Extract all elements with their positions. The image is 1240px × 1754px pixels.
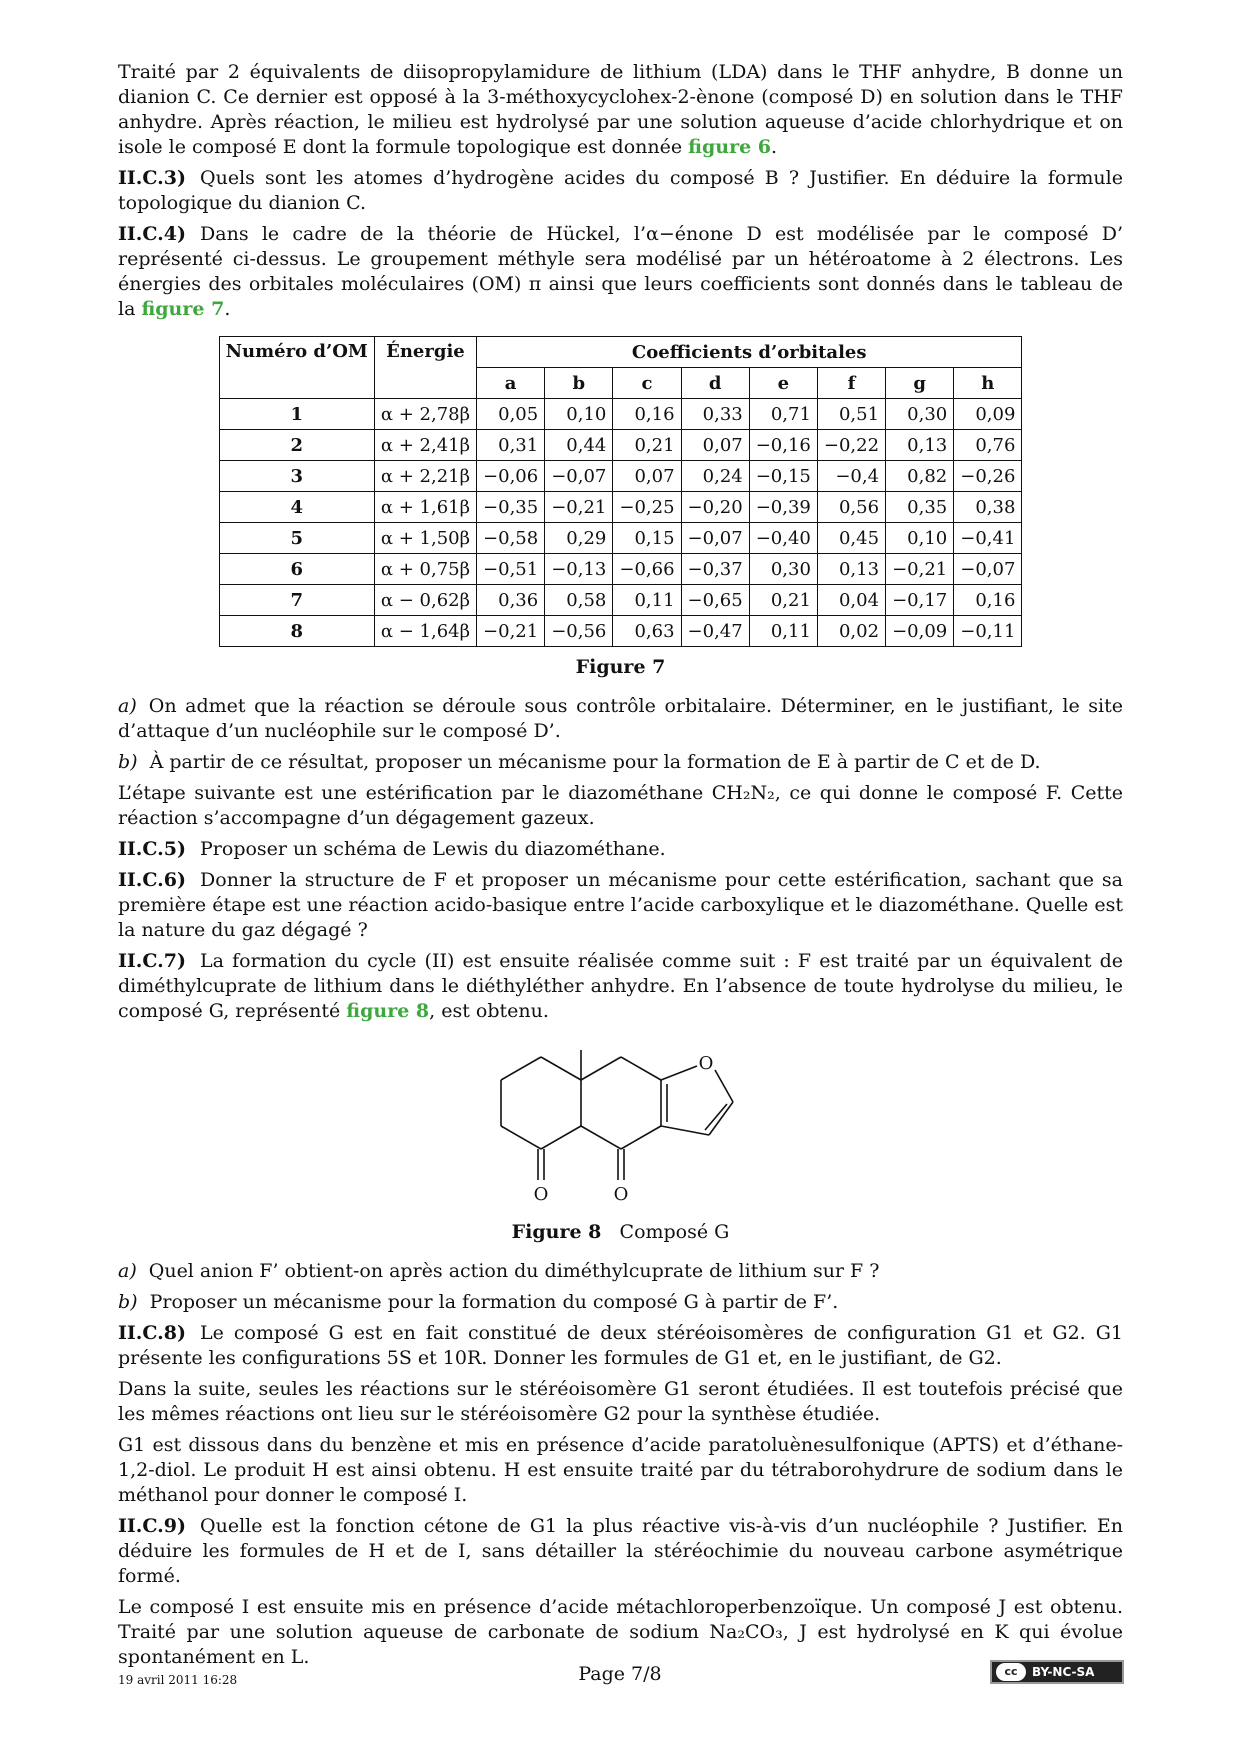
- table-row: [219, 430, 1022, 461]
- coefficient-cell: −0,20: [681, 492, 749, 523]
- coefficient-cell: 0,29: [545, 523, 613, 554]
- om-energy: α + 0,75β: [374, 554, 476, 585]
- ketone-oxygen: O: [613, 1184, 628, 1205]
- coefficient-cell: −0,26: [954, 461, 1022, 492]
- coefficient-cell: −0,09: [886, 616, 954, 647]
- header-om-number: Numéro d’OM: [219, 337, 374, 399]
- coefficient-cell: −0,66: [613, 554, 681, 585]
- col-header: h: [954, 368, 1022, 399]
- coefficient-cell: −0,22: [817, 430, 885, 461]
- license-badge[interactable]: [990, 1660, 1124, 1684]
- compound-G-structure: [471, 1042, 771, 1212]
- col-header: c: [613, 368, 681, 399]
- table-row: [219, 523, 1022, 554]
- diazomethane-formula: CH₂N₂: [711, 782, 775, 804]
- om-number: 6: [219, 554, 374, 585]
- coefficient-cell: −0,40: [749, 523, 817, 554]
- cc-icon: cc: [996, 1663, 1026, 1681]
- om-number: 7: [219, 585, 374, 616]
- coefficient-cell: 0,15: [613, 523, 681, 554]
- table-row: [219, 461, 1022, 492]
- coefficient-cell: 0,30: [886, 399, 954, 430]
- col-header: a: [477, 368, 545, 399]
- coefficient-cell: −0,39: [749, 492, 817, 523]
- question-IIC4-b: b) À partir de ce résultat, proposer un mécanisme pour la formation de E à partir de C et de D.: [118, 751, 1041, 773]
- figure-7-link[interactable]: figure 7: [141, 298, 225, 320]
- coefficient-cell: 0,04: [817, 585, 885, 616]
- coefficient-cell: 0,09: [954, 399, 1022, 430]
- coefficient-cell: 0,11: [613, 585, 681, 616]
- paragraph-last: Le composé I est ensuite mis en présence d’acide métachloroperbenzoïque. Un composé J est obtenu. Traité par une solution aqueuse de carbonate de sodium Na₂CO₃, J est hydrolysé en K qui évolue spontanément en L.: [118, 1596, 1123, 1668]
- coefficient-cell: 0,31: [477, 430, 545, 461]
- coefficient-cell: 0,21: [613, 430, 681, 461]
- coefficient-cell: 0,16: [613, 399, 681, 430]
- header-coefficients: Coefficients d’orbitales: [477, 337, 1022, 368]
- question-IIC8: II.C.8) Le composé G est en fait constitué de deux stéréoisomères de configuration G1 et G2. G1 présente les configurations 5S et 10R. Donner les formules de G1 et, en le justifiant, de G2.: [118, 1322, 1123, 1369]
- footer-date: 19 avril 2011 16:28: [118, 1673, 238, 1687]
- coefficient-cell: 0,76: [954, 430, 1022, 461]
- om-number: 8: [219, 616, 374, 647]
- coefficient-cell: −0,07: [681, 523, 749, 554]
- coefficient-cell: 0,10: [545, 399, 613, 430]
- coefficient-cell: 0,51: [817, 399, 885, 430]
- coefficient-cell: 0,07: [681, 430, 749, 461]
- coefficient-cell: 0,44: [545, 430, 613, 461]
- esterification-paragraph: L’étape suivante est une estérification par le diazométhane CH₂N₂, ce qui donne le composé F. Cette réaction s’accompagne d’un dégagement gazeux.: [118, 782, 1123, 829]
- coefficient-cell: −0,4: [817, 461, 885, 492]
- question-label: II.C.3): [118, 167, 187, 189]
- coefficient-cell: −0,07: [954, 554, 1022, 585]
- table-row: [219, 616, 1022, 647]
- coefficient-cell: 0,07: [613, 461, 681, 492]
- om-number: 4: [219, 492, 374, 523]
- table-row: [219, 492, 1022, 523]
- coefficient-cell: −0,21: [477, 616, 545, 647]
- coefficient-cell: −0,17: [886, 585, 954, 616]
- om-table-body: [219, 399, 1022, 647]
- coefficient-cell: −0,65: [681, 585, 749, 616]
- col-header: f: [817, 368, 885, 399]
- om-energy: α + 1,61β: [374, 492, 476, 523]
- coefficient-cell: −0,51: [477, 554, 545, 585]
- coefficient-cell: −0,25: [613, 492, 681, 523]
- question-IIC3: II.C.3) Quels sont les atomes d’hydrogène acides du composé B ? Justifier. En déduire la formule topologique du dianion C.: [118, 167, 1123, 214]
- coefficient-cell: 0,10: [886, 523, 954, 554]
- coefficient-cell: 0,58: [545, 585, 613, 616]
- om-number: 3: [219, 461, 374, 492]
- coefficient-cell: 0,63: [613, 616, 681, 647]
- coefficient-cell: 0,13: [817, 554, 885, 585]
- table-row: [219, 554, 1022, 585]
- coefficient-cell: −0,15: [749, 461, 817, 492]
- om-energy: α + 2,78β: [374, 399, 476, 430]
- om-energy: α − 0,62β: [374, 585, 476, 616]
- question-IIC5: II.C.5) Proposer un schéma de Lewis du diazométhane.: [118, 838, 666, 860]
- coefficient-cell: −0,41: [954, 523, 1022, 554]
- coefficient-cell: 0,02: [817, 616, 885, 647]
- coefficient-cell: 0,56: [817, 492, 885, 523]
- col-header: d: [681, 368, 749, 399]
- paragraph-suite: Dans la suite, seules les réactions sur le stéréoisomère G1 seront étudiées. Il est toutefois précisé que les mêmes réactions ont lieu sur le stéréoisomère G2 pour la synthèse étudiée.: [118, 1378, 1123, 1425]
- om-coefficients-table: [219, 336, 1023, 647]
- figure-6-link[interactable]: figure 6: [688, 136, 772, 158]
- coefficient-cell: 0,16: [954, 585, 1022, 616]
- page-content: [118, 60, 1123, 1676]
- coefficient-cell: 0,21: [749, 585, 817, 616]
- coefficient-cell: 0,05: [477, 399, 545, 430]
- coefficient-cell: 0,38: [954, 492, 1022, 523]
- coefficient-cell: −0,56: [545, 616, 613, 647]
- coefficient-cell: −0,13: [545, 554, 613, 585]
- col-header: e: [749, 368, 817, 399]
- om-energy: α + 2,41β: [374, 430, 476, 461]
- coefficient-cell: 0,82: [886, 461, 954, 492]
- question-IIC7: II.C.7) La formation du cycle (II) est ensuite réalisée comme suit : F est traité par un équivalent de diméthylcuprate de lithium dans le diéthyléther anhydre. En l’absence de toute hydrolyse du milieu, le composé G, représenté figure 8, est obtenu.: [118, 950, 1123, 1022]
- question-IIC7-a: a) Quel anion F’ obtient-on après action du diméthylcuprate de lithium sur F ?: [118, 1260, 880, 1282]
- question-label: II.C.4): [118, 223, 187, 245]
- sodium-carbonate-formula: Na₂CO₃: [709, 1621, 783, 1643]
- figure-8-link[interactable]: figure 8: [346, 1000, 430, 1022]
- furan-oxygen: O: [698, 1053, 713, 1074]
- coefficient-cell: 0,71: [749, 399, 817, 430]
- coefficient-cell: −0,16: [749, 430, 817, 461]
- om-number: 1: [219, 399, 374, 430]
- col-header: g: [886, 368, 954, 399]
- coefficient-cell: −0,21: [886, 554, 954, 585]
- question-IIC4-a: a) On admet que la réaction se déroule sous contrôle orbitalaire. Déterminer, en le justifiant, le site d’attaque d’un nucléophile sur le composé D’.: [118, 695, 1123, 742]
- coefficient-cell: 0,11: [749, 616, 817, 647]
- paragraph-g1: G1 est dissous dans du benzène et mis en présence d’acide paratoluènesulfonique (APTS) et d’éthane-1,2-diol. Le produit H est ainsi obtenu. H est ensuite traité par du tétraborohydrure de sodium dans le méthanol pour donner le composé I.: [118, 1434, 1123, 1506]
- coefficient-cell: 0,36: [477, 585, 545, 616]
- coefficient-cell: −0,21: [545, 492, 613, 523]
- om-energy: α + 1,50β: [374, 523, 476, 554]
- intro-paragraph: Traité par 2 équivalents de diisopropylamidure de lithium (LDA) dans le THF anhydre, B donne un dianion C. Ce dernier est opposé à la 3-méthoxycyclohex-2-ènone (composé D) en solution dans le THF anhydre. Après réaction, le milieu est hydrolysé par une solution aqueuse d’acide chlorhydrique et on isole le composé E dont la formule topologique est donnée figure 6.: [118, 61, 1123, 158]
- coefficient-cell: −0,47: [681, 616, 749, 647]
- om-energy: α − 1,64β: [374, 616, 476, 647]
- om-number: 2: [219, 430, 374, 461]
- table-row: [219, 399, 1022, 430]
- figure-8-caption: Figure 8 Composé G: [511, 1221, 730, 1243]
- coefficient-cell: 0,45: [817, 523, 885, 554]
- license-label: BY-NC-SA: [1032, 1664, 1095, 1679]
- coefficient-cell: −0,11: [954, 616, 1022, 647]
- header-energy: Énergie: [374, 337, 476, 399]
- coefficient-cell: 0,24: [681, 461, 749, 492]
- coefficient-cell: −0,06: [477, 461, 545, 492]
- ketone-oxygen: O: [533, 1184, 548, 1205]
- coefficient-cell: −0,07: [545, 461, 613, 492]
- coefficient-cell: 0,35: [886, 492, 954, 523]
- figure-7-caption: Figure 7: [575, 656, 666, 678]
- coefficient-cell: −0,58: [477, 523, 545, 554]
- table-row: [219, 585, 1022, 616]
- question-IIC6: II.C.6) Donner la structure de F et proposer un mécanisme pour cette estérification, sachant que sa première étape est une réaction acido-basique entre l’acide carboxylique et le diazométhane. Quelle est la nature du gaz dégagé ?: [118, 869, 1123, 941]
- om-number: 5: [219, 523, 374, 554]
- page-number: Page 7/8: [578, 1663, 662, 1685]
- question-IIC9: II.C.9) Quelle est la fonction cétone de G1 la plus réactive vis-à-vis d’un nucléophile ? Justifier. En déduire les formules de H et de I, sans détailler la stéréochimie du nouveau carbone asymétrique formé.: [118, 1515, 1123, 1587]
- om-energy: α + 2,21β: [374, 461, 476, 492]
- coefficient-cell: −0,37: [681, 554, 749, 585]
- coefficient-cell: 0,33: [681, 399, 749, 430]
- col-header: b: [545, 368, 613, 399]
- question-IIC7-b: b) Proposer un mécanisme pour la formation du composé G à partir de F’.: [118, 1291, 839, 1313]
- coefficient-cell: 0,30: [749, 554, 817, 585]
- coefficient-cell: 0,13: [886, 430, 954, 461]
- coefficient-cell: −0,35: [477, 492, 545, 523]
- question-IIC4: II.C.4) Dans le cadre de la théorie de Hückel, l’α−énone D est modélisée par le composé D’ représenté ci-dessus. Le groupement méthyle sera modélisé par un hétéroatome à 2 électrons. Les énergies des orbitales moléculaires (OM) π ainsi que leurs coefficients sont donnés dans le tableau de la figure 7.: [118, 223, 1123, 320]
